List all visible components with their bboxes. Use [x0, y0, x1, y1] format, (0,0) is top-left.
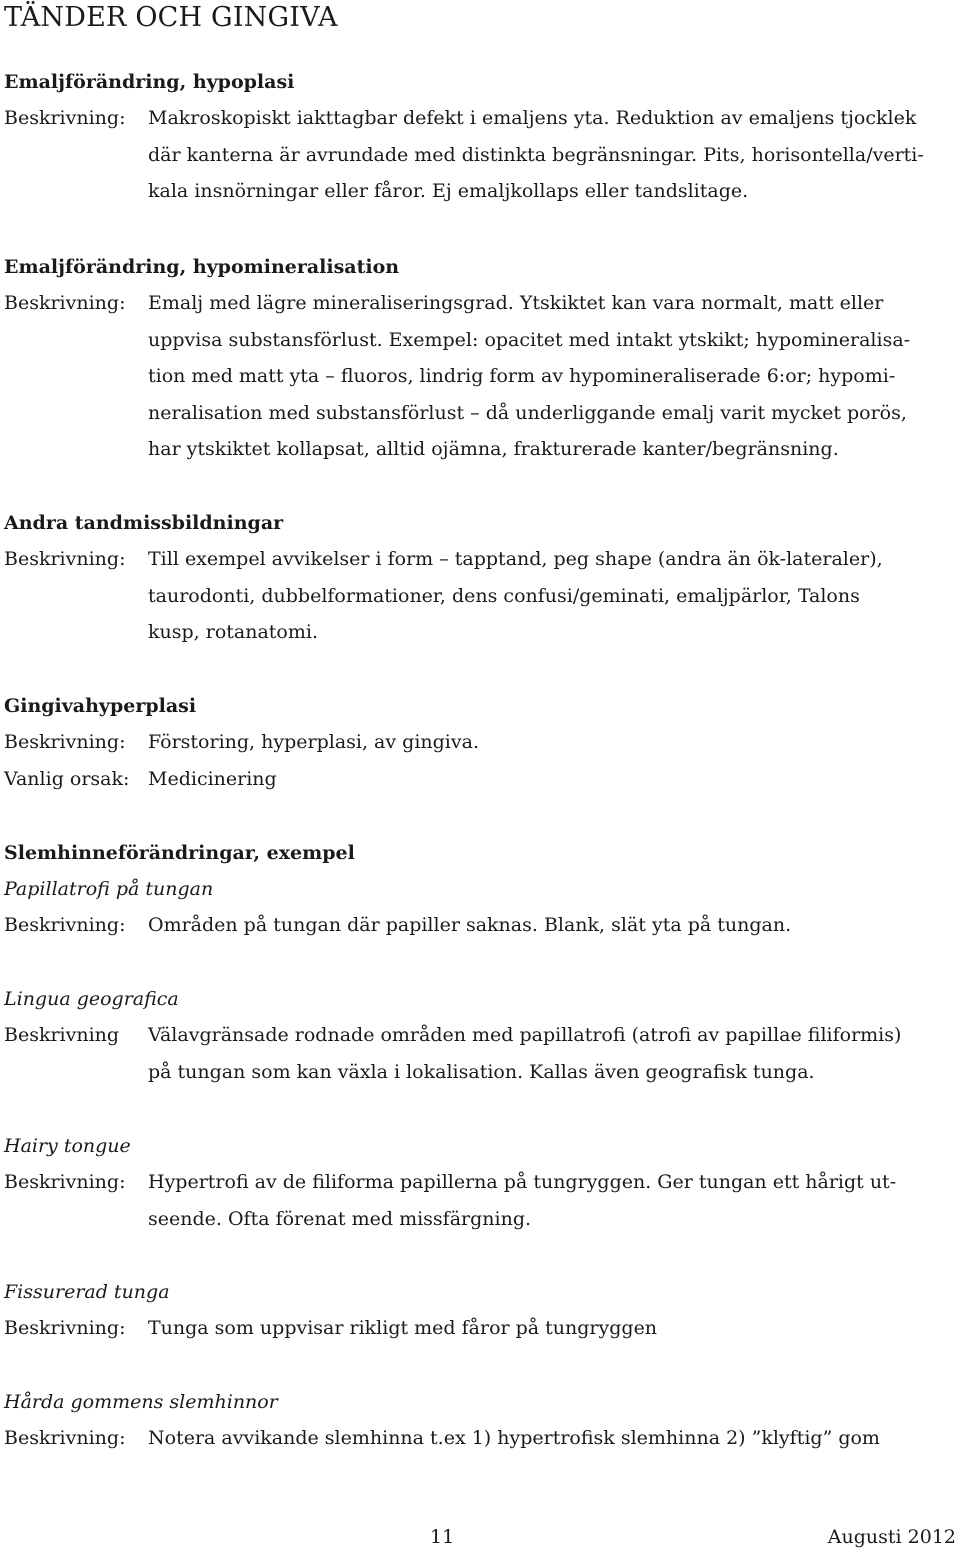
row-label: Beskrivning:	[4, 1427, 126, 1449]
section-heading: Emaljförändring, hypomineralisation	[4, 256, 400, 278]
description-row	[4, 1310, 954, 1347]
section-tandmissbildningar	[4, 505, 954, 651]
text-line: Medicinering	[148, 767, 277, 790]
text-line: på tungan som kan växla i lokalisation. Kallas även geografisk tunga.	[148, 1060, 815, 1083]
section-heading: Slemhinneförändringar, exempel	[4, 842, 355, 864]
row-text	[148, 1017, 934, 1090]
row-text	[148, 1310, 934, 1347]
subsection-heading: Fissurerad tunga	[4, 1281, 170, 1303]
text-line: Tunga som uppvisar rikligt med fåror på tungryggen	[148, 1317, 658, 1339]
section-slemhinneforandringar	[4, 835, 954, 944]
row-text	[148, 907, 934, 944]
text-line: neralisation med substansförlust – då underliggande emalj varit mycket porös,	[148, 401, 907, 424]
subsection-heading: Papillatrofi på tungan	[4, 878, 214, 900]
text-line: Områden på tungan där papiller saknas. Blank, slät yta på tungan.	[148, 914, 792, 936]
text-line: där kanterna är avrundade med distinkta begränsningar. Pits, horisontella/verti-	[148, 143, 924, 166]
description-row	[4, 724, 954, 761]
section-fissurerad-tunga	[4, 1274, 954, 1347]
row-label: Beskrivning:	[4, 292, 126, 314]
text-line: Notera avvikande slemhinna t.ex 1) hypertrofisk slemhinna 2) ”klyftig” gom	[148, 1427, 880, 1449]
footer-date: Augusti 2012	[827, 1526, 956, 1548]
row-text	[148, 285, 934, 468]
description-row	[4, 541, 954, 651]
description-row	[4, 1420, 954, 1457]
text-line: Emalj med lägre mineraliseringsgrad. Ytskiktet kan vara normalt, matt eller	[148, 292, 884, 314]
section-heading: Andra tandmissbildningar	[4, 512, 284, 534]
row-label: Vanlig orsak:	[4, 767, 130, 790]
row-text	[148, 541, 934, 651]
row-text	[148, 100, 934, 210]
row-label: Beskrivning:	[4, 731, 126, 753]
text-line: tion med matt yta – fluoros, lindrig form av hypomineraliserade 6:or; hypomi-	[148, 365, 896, 388]
subsection-heading: Hairy tongue	[4, 1135, 131, 1157]
page-title: TÄNDER OCH GINGIVA	[4, 2, 338, 33]
description-row	[4, 100, 954, 210]
cause-row	[4, 761, 954, 798]
text-line: Förstoring, hyperplasi, av gingiva.	[148, 731, 479, 753]
row-label: Beskrivning:	[4, 1317, 126, 1339]
section-heading: Gingivahyperplasi	[4, 695, 197, 717]
row-text	[148, 1420, 934, 1457]
text-line: Till exempel avvikelser i form – tapptand, peg shape (andra än ök-lateraler),	[148, 548, 883, 570]
section-hypomineralisation	[4, 249, 954, 468]
section-heading: Emaljförändring, hypoplasi	[4, 71, 295, 93]
text-line: taurodonti, dubbelformationer, dens confusi/geminati, emaljpärlor, Talons	[148, 584, 860, 607]
row-text	[148, 724, 934, 761]
description-row	[4, 1164, 954, 1237]
row-label: Beskrivning:	[4, 548, 126, 570]
row-text	[148, 1164, 934, 1237]
page-number: 11	[430, 1526, 455, 1548]
text-line: seende. Ofta förenat med missfärgning.	[148, 1207, 532, 1230]
description-row	[4, 907, 954, 944]
row-text	[148, 761, 934, 798]
text-line: har ytskiktet kollapsat, alltid ojämna, frakturerade kanter/begränsning.	[148, 438, 839, 461]
row-label: Beskrivning:	[4, 1171, 126, 1193]
description-row	[4, 285, 954, 468]
description-row	[4, 1017, 954, 1090]
section-gingivahyperplasi	[4, 688, 954, 797]
section-lingua-geografica	[4, 981, 954, 1090]
section-hairy-tongue	[4, 1128, 954, 1237]
text-line: Hypertrofi av de filiforma papillerna på tungryggen. Ger tungan ett hårigt ut-	[148, 1171, 897, 1193]
row-label: Beskrivning:	[4, 914, 126, 936]
text-line: Makroskopiskt iakttagbar defekt i emaljens yta. Reduktion av emaljens tjocklek	[148, 107, 917, 129]
text-line: kusp, rotanatomi.	[148, 621, 318, 644]
subsection-heading: Hårda gommens slemhinnor	[4, 1391, 278, 1413]
row-label: Beskrivning	[4, 1024, 120, 1046]
text-line: kala insnörningar eller fåror. Ej emaljkollaps eller tandslitage.	[148, 180, 749, 203]
text-line: Välavgränsade rodnade områden med papillatrofi (atrofi av papillae filiformis)	[148, 1024, 902, 1046]
subsection-heading: Lingua geografica	[4, 988, 179, 1010]
text-line: uppvisa substansförlust. Exempel: opacitet med intakt ytskikt; hypomineralisa-	[148, 328, 911, 351]
section-harda-gommens-slemhinnor	[4, 1384, 954, 1457]
row-label: Beskrivning:	[4, 107, 126, 129]
section-hypoplasi	[4, 64, 954, 210]
